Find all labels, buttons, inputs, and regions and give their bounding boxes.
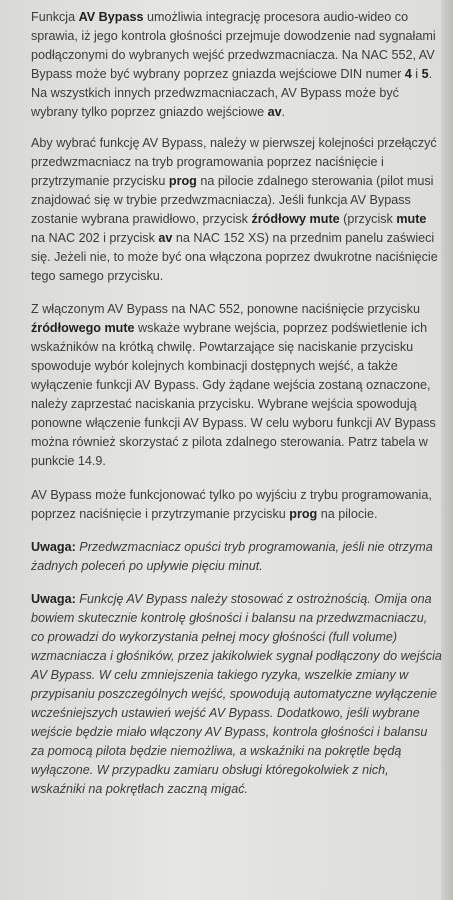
note-caution: Uwaga: Funkcję AV Bypass należy stosować z ostrożnością. Omija ona bowiem skutecznie kontrolę głośności i balansu na przedwzmacniaczu, co prowadzi do wykorzystania pełnej mocy głośności (full volume) wzmacniacza i głośników, przez jakikolwiek sygnał podłączony do wejścia AV Bypass. W celu zmniejszenia takiego ryzyka, wszelkie zmiany w przypisaniu poszczególnych wejść, spowodują automatyczne wyłączenie wcześniejszych ustawień wejść AV Bypass. Dodatkowo, jeśli wybrane wejście będzie miało włączony AV Bypass, kontrola głośności i balansu za pomocą pilota będzie niemożliwa, a wskaźniki na pokrętle będą wyłączone. W przypadku zamiaru obsługi któregokolwiek z nich, wskaźniki na pokrętłach zaczną migać. [31, 592, 442, 796]
document-body [31, 8, 443, 799]
paragraph-select-function: Aby wybrać funkcję AV Bypass, należy w pierwszej kolejności przełączyć przedwzmacniacz na tryb programowania poprzez naciśnięcie i przytrzymanie przycisku prog na pilocie zdalnego sterowania (pilot musi znajdować się w trybie przedwzmacniacza). Jeśli funkcja AV Bypass zostanie wybrana prawidłowo, przycisk źródłowy mute (przycisk mute na NAC 202 i przycisk av na NAC 152 XS) na przednim panelu zaświeci się. Jeżeli nie, to może być ona włączona poprzez dwukrotne naciśnięcie tego samego przycisku. [31, 136, 438, 283]
paragraph-nac552-inputs: Z włączonym AV Bypass na NAC 552, ponowne naciśnięcie przycisku źródłowego mute wskaże wybrane wejścia, poprzez podświetlenie ich wskaźników na krótką chwilę. Powtarzające się naciskanie przycisku spowoduje wybór kolejnych kombinacji dostępnych wejść, a także wyłączenie funkcji AV Bypass. Gdy żądane wejścia zostaną oznaczone, należy zaprzestać naciskania przycisku. Wybrane wejścia spowodują ponowne włączenie funkcji AV Bypass. W celu wyboru funkcji AV Bypass można również skorzystać z pilota zdalnego sterowania. Patrz tabela w punkcie 14.9. [31, 302, 436, 468]
note-program-timeout: Uwaga: Przedwzmacniacz opuści tryb programowania, jeśli nie otrzyma żadnych poleceń po upływie pięciu minut. [31, 540, 433, 573]
paragraph-prog-exit: AV Bypass może funkcjonować tylko po wyjściu z trybu programowania, poprzez naciśnięcie i przytrzymanie przycisku prog na pilocie. [31, 488, 432, 521]
paragraph-av-bypass-intro: Funkcja AV Bypass umożliwia integrację procesora audio-wideo co sprawia, iż jego kontrola głośności przejmuje dowodzenie nad sygnałami podłączonymi do wybranych wejść przedwzmacniacza. Na NAC 552, AV Bypass może być wybrany poprzez gniazda wejściowe DIN numer 4 i 5. Na wszystkich innych przedwzmacniaczach, AV Bypass może być wybrany tylko poprzez gniazdo wejściowe av. [31, 10, 436, 119]
